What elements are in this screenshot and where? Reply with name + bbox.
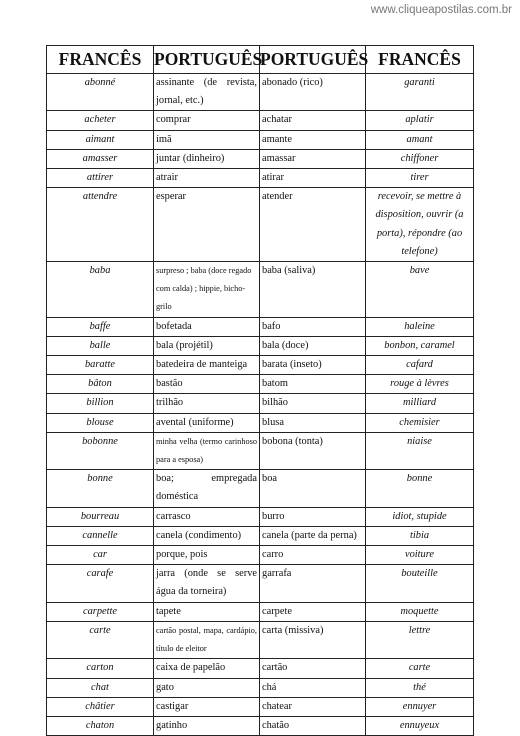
cell-french-word: baratte (47, 356, 154, 375)
cell-french-word: cannelle (47, 526, 154, 545)
cell-portuguese-false-friend: batom (260, 375, 366, 394)
cell-french-word: bourreau (47, 507, 154, 526)
cell-french-word: bobonne (47, 432, 154, 469)
cell-french-word: attendre (47, 188, 154, 262)
table-row (47, 697, 474, 716)
cell-portuguese-false-friend: achatar (260, 111, 366, 130)
header-row (47, 46, 474, 74)
cell-french-equivalent: niaise (366, 432, 474, 469)
cell-portuguese-false-friend: bafo (260, 317, 366, 336)
cell-portuguese-meaning: assinante (de revista, jornal, etc.) (154, 74, 260, 111)
cell-french-word: billion (47, 394, 154, 413)
cell-french-word: attirer (47, 169, 154, 188)
table-row (47, 111, 474, 130)
cell-portuguese-meaning: esperar (154, 188, 260, 262)
table-row (47, 149, 474, 168)
table-row (47, 716, 474, 735)
cell-portuguese-false-friend: garrafa (260, 565, 366, 602)
cell-portuguese-false-friend: carpete (260, 602, 366, 621)
cell-french-word: car (47, 546, 154, 565)
cell-portuguese-meaning: porque, pois (154, 546, 260, 565)
cell-portuguese-meaning: gatinho (154, 716, 260, 735)
cell-french-word: acheter (47, 111, 154, 130)
cell-portuguese-meaning: batedeira de manteiga (154, 356, 260, 375)
cell-french-equivalent: milliard (366, 394, 474, 413)
cell-french-equivalent: ennuyeux (366, 716, 474, 735)
cell-french-word: carte (47, 621, 154, 658)
cell-french-equivalent: tibia (366, 526, 474, 545)
cell-french-equivalent: recevoir, se mettre à disposition, ouvrir (a porta), répondre (ao telefone) (366, 188, 474, 262)
cell-french-equivalent: ennuyer (366, 697, 474, 716)
cell-portuguese-meaning: bofetada (154, 317, 260, 336)
cell-portuguese-meaning: boa; empregada doméstica (154, 470, 260, 507)
cell-portuguese-false-friend: burro (260, 507, 366, 526)
cell-portuguese-false-friend: amassar (260, 149, 366, 168)
table-row (47, 507, 474, 526)
cell-portuguese-false-friend: barata (inseto) (260, 356, 366, 375)
cell-portuguese-meaning: bastão (154, 375, 260, 394)
table-row (47, 74, 474, 111)
cell-french-word: baba (47, 262, 154, 318)
table-row (47, 602, 474, 621)
cell-portuguese-meaning: carrasco (154, 507, 260, 526)
cell-portuguese-meaning: ímã (154, 130, 260, 149)
table-row (47, 394, 474, 413)
cell-portuguese-meaning: atrair (154, 169, 260, 188)
cell-french-word: carton (47, 659, 154, 678)
cell-french-word: carafe (47, 565, 154, 602)
table-row (47, 336, 474, 355)
cell-portuguese-meaning: castigar (154, 697, 260, 716)
cell-french-equivalent: bouteille (366, 565, 474, 602)
cell-portuguese-meaning: comprar (154, 111, 260, 130)
cell-french-equivalent: tirer (366, 169, 474, 188)
cell-french-equivalent: voiture (366, 546, 474, 565)
table-row (47, 130, 474, 149)
cell-french-equivalent: rouge à lèvres (366, 375, 474, 394)
table-row (47, 262, 474, 318)
cell-portuguese-meaning: gato (154, 678, 260, 697)
cell-portuguese-false-friend: boa (260, 470, 366, 507)
cell-french-equivalent: aplatir (366, 111, 474, 130)
cell-portuguese-meaning: avental (uniforme) (154, 413, 260, 432)
watermark-url: www.cliqueapostilas.com.br (370, 4, 512, 16)
table-row (47, 375, 474, 394)
table-row (47, 413, 474, 432)
table-row (47, 526, 474, 545)
table-row (47, 546, 474, 565)
cell-french-equivalent: moquette (366, 602, 474, 621)
cell-portuguese-meaning: bala (projétil) (154, 336, 260, 355)
cell-portuguese-meaning: surpreso ; baba (doce regado com calda) ; hippie, bicho-grilo (154, 262, 260, 318)
cell-portuguese-meaning: juntar (dinheiro) (154, 149, 260, 168)
header-portugues-1: PORTUGUÊS (154, 46, 260, 74)
cell-portuguese-meaning: tapete (154, 602, 260, 621)
cell-portuguese-false-friend: chá (260, 678, 366, 697)
header-frances-2: FRANCÊS (366, 46, 474, 74)
cell-french-word: aimant (47, 130, 154, 149)
header-frances-1: FRANCÊS (47, 46, 154, 74)
table-row (47, 317, 474, 336)
cell-french-equivalent: chemisier (366, 413, 474, 432)
cell-portuguese-false-friend: atender (260, 188, 366, 262)
cell-french-equivalent: bonne (366, 470, 474, 507)
table-row (47, 565, 474, 602)
cell-portuguese-false-friend: carta (missiva) (260, 621, 366, 658)
cell-french-equivalent: bave (366, 262, 474, 318)
table-row (47, 678, 474, 697)
cell-french-word: amasser (47, 149, 154, 168)
table-row (47, 169, 474, 188)
cell-french-equivalent: amant (366, 130, 474, 149)
cell-french-equivalent: idiot, stupide (366, 507, 474, 526)
cell-french-equivalent: lettre (366, 621, 474, 658)
cell-french-word: baffe (47, 317, 154, 336)
cell-portuguese-false-friend: chatão (260, 716, 366, 735)
vocabulary-table (46, 45, 474, 736)
cell-portuguese-false-friend: carro (260, 546, 366, 565)
cell-french-word: bâton (47, 375, 154, 394)
cell-french-word: bonne (47, 470, 154, 507)
cell-portuguese-meaning: cartão postal, mapa, cardápio, título de eleitor (154, 621, 260, 658)
cell-french-equivalent: haleine (366, 317, 474, 336)
cell-portuguese-false-friend: atirar (260, 169, 366, 188)
table-row (47, 356, 474, 375)
cell-french-word: blouse (47, 413, 154, 432)
cell-portuguese-false-friend: blusa (260, 413, 366, 432)
cell-portuguese-false-friend: baba (saliva) (260, 262, 366, 318)
cell-french-equivalent: garanti (366, 74, 474, 111)
cell-portuguese-false-friend: amante (260, 130, 366, 149)
cell-portuguese-false-friend: bobona (tonta) (260, 432, 366, 469)
cell-french-equivalent: carte (366, 659, 474, 678)
table-row (47, 470, 474, 507)
cell-portuguese-false-friend: bilhão (260, 394, 366, 413)
cell-french-word: abonné (47, 74, 154, 111)
cell-french-equivalent: chiffoner (366, 149, 474, 168)
cell-portuguese-meaning: trilhão (154, 394, 260, 413)
cell-french-equivalent: bonbon, caramel (366, 336, 474, 355)
cell-portuguese-false-friend: abonado (rico) (260, 74, 366, 111)
table-row (47, 432, 474, 469)
table-row (47, 621, 474, 658)
cell-portuguese-meaning: jarra (onde se serve água da torneira) (154, 565, 260, 602)
cell-portuguese-false-friend: chatear (260, 697, 366, 716)
cell-french-word: chaton (47, 716, 154, 735)
cell-french-equivalent: cafard (366, 356, 474, 375)
table-row (47, 188, 474, 262)
cell-french-equivalent: thé (366, 678, 474, 697)
cell-portuguese-meaning: caixa de papelão (154, 659, 260, 678)
cell-french-word: chat (47, 678, 154, 697)
cell-french-word: carpette (47, 602, 154, 621)
cell-portuguese-false-friend: bala (doce) (260, 336, 366, 355)
cell-portuguese-meaning: minha velha (termo carinhoso para a esposa) (154, 432, 260, 469)
cell-french-word: balle (47, 336, 154, 355)
cell-portuguese-false-friend: canela (parte da perna) (260, 526, 366, 545)
table-row (47, 659, 474, 678)
header-portugues-2: PORTUGUÊS (260, 46, 366, 74)
cell-portuguese-false-friend: cartão (260, 659, 366, 678)
cell-french-word: châtier (47, 697, 154, 716)
cell-portuguese-meaning: canela (condimento) (154, 526, 260, 545)
